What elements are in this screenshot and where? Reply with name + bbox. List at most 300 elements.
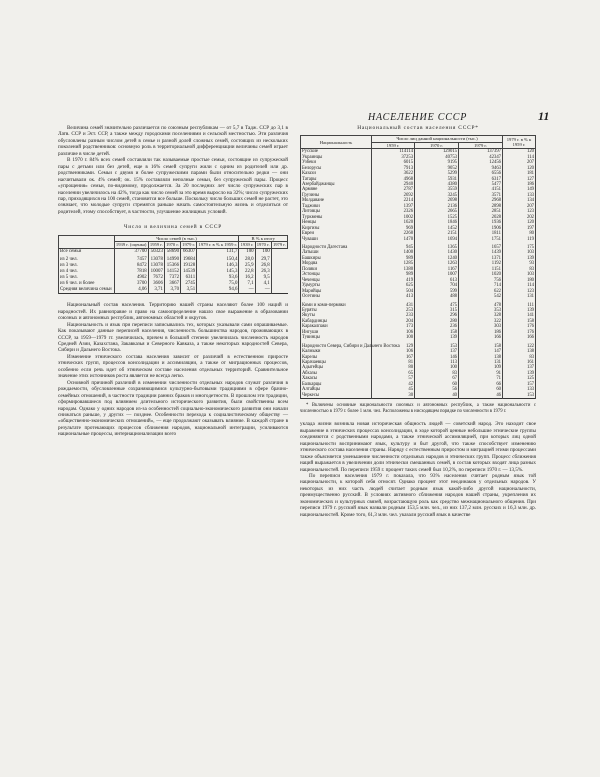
table-cell: 131 <box>459 360 503 365</box>
table-cell: 613 <box>415 278 459 283</box>
nationality-name: Молдаване <box>301 198 372 203</box>
nationality-name: Карелы <box>301 355 372 360</box>
nationality-name: Татары <box>301 177 372 182</box>
table-cell: 71 <box>459 376 503 381</box>
nationality-name: Чуваши <box>301 237 372 242</box>
row-label: из 4 чел. <box>59 269 115 275</box>
row-label: Средняя величина семьи <box>59 287 115 294</box>
nationality-name: Белорусы <box>301 166 372 171</box>
paragraph: Национальный состав населения. Территорию нашей страны населяют более 100 наций и народностей. Их равноправие и право на самоопределение нашло свое выражение в образовании союзных и автономных республик, автономных областей и округов. <box>58 302 288 322</box>
table-cell: 599 <box>415 289 459 294</box>
nationality-table-title: Национальный состав населения СССР* <box>357 125 479 131</box>
page-header <box>0 12 600 123</box>
row-label: Все семьи <box>59 248 115 257</box>
table-cell: 139 <box>503 371 536 376</box>
table-cell: 45 <box>372 387 415 392</box>
table-cell: 1694 <box>415 237 459 242</box>
table-header-cell: 1979 г. в % к 1959 г. <box>198 242 238 248</box>
table-cell: 129015 <box>415 149 459 155</box>
table-cell: 7913 <box>372 166 415 171</box>
table-cell: 12456 <box>459 160 503 165</box>
table-cell: 2787 <box>372 187 415 192</box>
table-cell: 114 <box>503 283 536 288</box>
table-cell: 353 <box>459 308 503 313</box>
nationality-name: Черкесы <box>301 393 372 399</box>
nationality-name: Калмыки <box>301 349 372 354</box>
table-cell: 1263 <box>415 261 459 266</box>
table-cell: 120 <box>503 220 536 225</box>
nationality-name: Таджики <box>301 204 372 209</box>
table-cell: 167 <box>372 355 415 360</box>
table-cell: 3700 <box>114 281 148 287</box>
nationality-name: Латыши <box>301 250 372 255</box>
table-cell: 114114 <box>372 149 415 155</box>
table-row <box>301 300 536 308</box>
table-cell: 488 <box>415 294 459 299</box>
table-cell: 100 <box>372 335 415 340</box>
table-cell: 475 <box>415 300 459 308</box>
running-title: НАСЕЛЕНИЕ СССР <box>368 112 468 123</box>
table-cell: 3606 <box>148 281 164 287</box>
table-cell: 133 <box>503 387 536 392</box>
nationality-name: Поляки <box>301 267 372 272</box>
table-cell: 180 <box>503 278 536 283</box>
nationality-name: Якуты <box>301 313 372 318</box>
table-cell: 315 <box>415 308 459 313</box>
table-cell: 13078 <box>148 257 164 263</box>
nationality-name: Эстонцы <box>301 272 372 277</box>
table-cell: 57 <box>372 376 415 381</box>
table-cell: 40 <box>415 393 459 399</box>
table-cell: 40753 <box>415 155 459 160</box>
table-cell: 4,1 <box>255 281 271 287</box>
table-cell: 4380 <box>415 182 459 187</box>
table-cell: 80 <box>372 365 415 370</box>
table-cell: 7457 <box>114 257 148 263</box>
table-cell: 7,1 <box>239 281 255 287</box>
table-cell: 7672 <box>148 275 164 281</box>
table-cell: 5931 <box>415 177 459 182</box>
table-cell: 139 <box>415 335 459 340</box>
nationality-name: Балкарцы <box>301 382 372 387</box>
table-row <box>301 393 536 399</box>
table-cell: 80 <box>503 231 536 236</box>
nationality-name: Народности Дагестана <box>301 242 372 250</box>
table-cell: 119 <box>503 237 536 242</box>
table-cell: 26,8 <box>255 263 271 269</box>
table-cell: 303 <box>459 324 503 329</box>
table-cell: 123 <box>503 289 536 294</box>
nationality-name: Осетины <box>301 294 372 299</box>
table-cell: 197 <box>503 226 536 231</box>
table-cell: 66307 <box>181 248 197 257</box>
table-cell: 3245 <box>415 193 459 198</box>
table-cell: 6556 <box>459 171 503 176</box>
table-cell: 66 <box>459 382 503 387</box>
table-cell: 3,51 <box>181 287 197 294</box>
table-cell: 106 <box>372 330 415 335</box>
table-cell: 2692 <box>372 193 415 198</box>
table-cell: 1285 <box>372 261 415 266</box>
table-cell: 2665 <box>415 209 459 214</box>
table-cell: 5299 <box>415 171 459 176</box>
table-cell: 756 <box>459 278 503 283</box>
table-header-cell: Число лиц данной национальности (тыс.) <box>372 136 503 142</box>
table-cell: 3571 <box>459 193 503 198</box>
table-cell: 37700 <box>114 248 148 257</box>
nationality-table <box>300 135 536 399</box>
table-cell: 153 <box>415 341 459 349</box>
table-cell: 1380 <box>372 267 415 272</box>
table-cell: 103 <box>503 272 536 277</box>
nationality-name: Украинцы <box>301 155 372 160</box>
table-cell: 1452 <box>415 226 459 231</box>
table-cell: 134 <box>503 198 536 203</box>
table-cell: 28,0 <box>239 257 255 263</box>
nationality-name: Чеченцы <box>301 278 372 283</box>
page-number: 11 <box>538 109 550 123</box>
family-table <box>58 235 288 294</box>
table-cell: 9463 <box>459 166 503 171</box>
nationality-name: Туркмены <box>301 215 372 220</box>
table-cell: 7372 <box>164 275 180 281</box>
table-cell: 19128 <box>181 263 197 269</box>
table-cell: 4151 <box>459 187 503 192</box>
table-cell: 2898 <box>459 204 503 209</box>
table-cell: 83 <box>415 371 459 376</box>
table-cell: 4968 <box>372 177 415 182</box>
table-cell: 145,3 <box>197 269 239 275</box>
table-cell: 100 <box>255 248 271 257</box>
table-cell: 146,3 <box>197 263 239 269</box>
table-cell: 1020 <box>459 272 503 277</box>
table-header-cell: 1970 г. <box>166 242 179 248</box>
table-cell: 37253 <box>372 155 415 160</box>
nationality-name: Каракалпаки <box>301 324 372 329</box>
table-cell: 7818 <box>114 269 148 275</box>
table-cell: 181 <box>503 171 536 176</box>
table-cell: 175 <box>503 242 536 250</box>
table-header-cell: 1979 г. в % к 1959 г. <box>503 136 536 149</box>
nationality-name: Литовцы <box>301 209 372 214</box>
table-cell: 4,06 <box>114 287 148 294</box>
paragraph: Величина семей значительно различается по союзным республикам — от 5,7 в Тадж. ССР до 3,1 в Латв. ССР и Эст. ССР, а также между городскими поселениями и сельской местностью. Эти различия обусловлены разным числом детей в семье и разной долей сложных семей, состоящих из нескольких поколений родственников: основную роль в территориальной дифференциации величины семей играет различие в числе детей. <box>58 125 288 157</box>
nationality-name: Узбеки <box>301 160 372 165</box>
table-cell: 1192 <box>459 261 503 266</box>
nationality-name: Алтайцы <box>301 387 372 392</box>
paragraph: Изменение этнического состава населения зависит от различий в естественном приросте этнических групп, процессов консолидации и ассимиляции, а также от миграционных процессов, особенно если речь идет об этническом составе населения отдельных территорий. Сравнительное значение этих источников роста является не всегда легко. <box>58 353 288 380</box>
table-cell: 2214 <box>372 198 415 203</box>
table-cell: 1397 <box>372 204 415 209</box>
table-cell: 1240 <box>415 256 459 261</box>
table-header-cell: 1970 г. <box>415 142 459 148</box>
table-cell: 111 <box>503 300 536 308</box>
table-cell: 127 <box>503 177 536 182</box>
table-cell: 989 <box>372 256 415 261</box>
table-cell: 1371 <box>459 256 503 261</box>
table-cell: 1002 <box>372 215 415 220</box>
table-cell: 83 <box>503 355 536 360</box>
table-row <box>59 248 288 257</box>
table-header-cell: 1979 г. <box>272 242 286 248</box>
table-cell: 46 <box>459 393 503 399</box>
table-cell: 186 <box>459 330 503 335</box>
table-cell: 6015 <box>372 160 415 165</box>
table-cell: 14990 <box>164 257 180 263</box>
table-footnote: * Включены основные национальности союзных и автономных республик, а также национальности с численностью в 1979 г. более 1 млн. чел. Расположены в нисходящем порядке по численности в 1979 г. <box>300 403 536 414</box>
paragraph: По переписи населения 1979 г. показала, что 93% населения считает родным язык той национальности, к которой себя относят. Однако процент этот неодинаков у отдельных народов. У некоторых из них часть людей считает родным язык какой-либо другой национальности, преимущественно русский. В условиях активного сближения народов нашей страны, укрепления их экономических и культурных связей, возрастающую роль как средство межнационального общения. При переписи 1979 г. русский язык назвали родным 153,5 млн. чел., из них 137,2 млн. русских и 16,3 млн. др. национальностей. Кроме того, 61,3 млн. чел. указали русский язык в качестве <box>300 473 536 518</box>
table-cell: 65 <box>372 371 415 376</box>
table-cell: 622 <box>459 289 503 294</box>
nationality-name: Хакасы <box>301 376 372 381</box>
table-cell: 166 <box>459 335 503 340</box>
table-cell: 1936 <box>459 220 503 225</box>
table-cell: 158 <box>459 341 503 349</box>
table-cell: 6317 <box>459 177 503 182</box>
family-table-title: Число и величина семей в СССР <box>123 224 223 231</box>
row-label: из 2 чел. <box>59 257 115 263</box>
table-cell: 14152 <box>164 269 180 275</box>
table-cell: 328 <box>459 313 503 318</box>
table-header-cell: 1979 г. <box>182 242 196 248</box>
table-cell: 139 <box>503 308 536 313</box>
table-cell: 14539 <box>181 269 197 275</box>
table-cell: 1400 <box>372 250 415 255</box>
table-cell: 1167 <box>415 267 459 272</box>
table-cell: 50323 <box>148 248 164 257</box>
table-cell: 120 <box>503 166 536 171</box>
table-cell: 253 <box>372 308 415 313</box>
nationality-name: Казахи <box>301 171 372 176</box>
table-cell: 236 <box>415 324 459 329</box>
table-cell: 2028 <box>459 215 503 220</box>
table-cell: 2151 <box>415 231 459 236</box>
table-cell: 478 <box>459 300 503 308</box>
table-cell: 138 <box>503 349 536 354</box>
table-cell: 2940 <box>372 182 415 187</box>
table-cell: 94,6 <box>197 287 239 294</box>
table-cell: 13078 <box>148 263 164 269</box>
nationality-name: Азербайджанцы <box>301 182 372 187</box>
nationality-name: Грузины <box>301 193 372 198</box>
nationality-name: Народности Севера, Сибири и Дальнего Востока <box>301 341 372 349</box>
table-cell: 106 <box>372 349 415 354</box>
table-cell: 1430 <box>415 250 459 255</box>
table-cell: 166 <box>503 335 536 340</box>
paragraph: уклада жизни возникла новая историческая общность людей — советский народ. Это находит свое выражение в этнических процессах консолидации, в ходе которой ценные небольшие этнические группы соединяются с родственными народами, а также этнической ассимиляцией, при которых лиц одной национальности воспринимают язык, культуру и быт другой, что также способствует изменению этнического состава населения страны. Наряду с естественным приростом и миграцией этими процессами также объясняется уменьшение численности отдельных народов и этнических групп. Процесс сближения наций выражается в увеличении доли этнически смешанных семей, в состав которых входят лица разных национальностей. По переписи 1959 г. процент таких семей был 10,2%, по переписи 1970 г. — 13,5%. <box>300 421 536 473</box>
nationality-name: Карачаевцы <box>301 360 372 365</box>
table-row <box>59 287 288 294</box>
table-cell: 161 <box>503 360 536 365</box>
table-cell: 58690 <box>164 248 180 257</box>
table-cell: 129 <box>372 341 415 349</box>
nationality-name: Евреи <box>301 231 372 236</box>
table-cell: 125 <box>503 376 536 381</box>
table-cell: 233 <box>372 313 415 318</box>
nationality-name: Киргизы <box>301 226 372 231</box>
table-cell: 25,9 <box>239 263 255 269</box>
nationality-name: Абхазы <box>301 371 372 376</box>
table-cell: 2326 <box>372 209 415 214</box>
table-cell: 93 <box>503 261 536 266</box>
table-cell: 122 <box>503 341 536 349</box>
nationality-name: Адыгейцы <box>301 365 372 370</box>
table-cell: 120 <box>503 149 536 155</box>
table-cell: — <box>255 287 271 294</box>
nationality-name: Буряты <box>301 308 372 313</box>
table-cell: 625 <box>372 283 415 288</box>
table-cell: 123 <box>503 209 536 214</box>
table-cell: 504 <box>372 289 415 294</box>
table-cell: 1811 <box>459 231 503 236</box>
table-cell: 67 <box>415 376 459 381</box>
table-cell: 2745 <box>181 281 197 287</box>
nationality-name: Немцы <box>301 220 372 225</box>
table-cell: 5477 <box>459 182 503 187</box>
table-cell: 1525 <box>415 215 459 220</box>
nationality-name: Русские <box>301 149 372 155</box>
table-cell: 9195 <box>415 160 459 165</box>
nationality-name: Башкиры <box>301 256 372 261</box>
table-cell: 56 <box>415 387 459 392</box>
table-cell: 173 <box>372 324 415 329</box>
table-cell: 42347 <box>459 155 503 160</box>
table-cell: 131 <box>503 294 536 299</box>
table-header-cell: 1959 г. <box>149 242 163 248</box>
paragraph: В 1970 г. 84% всех семей составляли так называемые простые семьи, состоящие из супружеской пары с детьми или без детей, еще в 16% семей супруги жили с одним из родителей или др. родственниками. Семьи с двумя и более супружескими парами были относительно редки — они насчитывали ок. 4% семей; ок. 15% составляли неполные семьи, без супружеской пары. Процесс «упрощения» семьи, по-видимому, продолжается. За 20 последних лет число супружеских пар в населении увеличилось на 42%, тогда как число семей за это время выросло на 32%; число супружеских пар, приходящихся на 100 семей, становится все больше. Поскольку число больших семей не растет, это означает, что молодые супруги стремятся раньше начать самостоятельную жизнь и отделиться от родителей, этому способствует, в частности, улучшение жилищных условий. <box>58 157 288 215</box>
table-header-cell: Число семей (в тыс.) <box>114 235 239 241</box>
table-cell: 1439 <box>459 250 503 255</box>
nationality-name: Марийцы <box>301 289 372 294</box>
table-cell: 19684 <box>181 257 197 263</box>
table-header-cell: В % к итогу <box>239 235 288 241</box>
paragraph: Национальность и язык при переписи записывались тех, которых указывали сами опрашиваемые. Как показывают данные переписей населения, численность большинства народов, проживающих в СССР, за 1959—1979 гг. увеличилась, причем в большой степени увеличилась численность народов Средней Азии, Казахстана, Закавказья и Северного Кавказа, а также некоторых народностей Севера, Сибири и Дальнего Востока. <box>58 321 288 354</box>
table-cell: 207 <box>503 160 536 165</box>
table-cell: 91 <box>459 371 503 376</box>
table-cell: 542 <box>459 294 503 299</box>
nationality-name: Ингуши <box>301 330 372 335</box>
table-cell: 1657 <box>459 242 503 250</box>
table-cell: 3,71 <box>148 287 164 294</box>
table-cell: 714 <box>459 283 503 288</box>
table-cell: 1470 <box>372 237 415 242</box>
table-cell: 3667 <box>164 281 180 287</box>
table-cell: 4902 <box>114 275 148 281</box>
table-cell: 2698 <box>415 198 459 203</box>
table-cell: 296 <box>415 313 459 318</box>
table-cell: 1620 <box>372 220 415 225</box>
table-cell: 22,8 <box>239 269 255 275</box>
row-label: из 6 чел. и более <box>59 281 115 287</box>
table-cell: 26,3 <box>255 269 271 275</box>
table-cell: 1365 <box>415 242 459 250</box>
table-cell: 141 <box>503 313 536 318</box>
table-cell: 1906 <box>459 226 503 231</box>
table-cell: 137 <box>503 365 536 370</box>
table-cell: 945 <box>372 242 415 250</box>
table-cell: 103 <box>503 250 536 255</box>
table-cell: 139 <box>503 256 536 261</box>
table-cell: 158 <box>503 319 536 324</box>
table-cell: 109 <box>459 365 503 370</box>
table-cell: 2268 <box>372 231 415 236</box>
table-cell: 413 <box>372 294 415 299</box>
table-cell: 186 <box>503 182 536 187</box>
table-cell: 29,7 <box>255 257 271 263</box>
nationality-name: Коми и коми-пермяки <box>301 300 372 308</box>
table-cell: 81 <box>372 360 415 365</box>
table-row <box>301 341 536 349</box>
table-header-cell: Национальность <box>301 136 372 149</box>
table-cell: 42 <box>372 382 415 387</box>
table-cell: 989 <box>372 272 415 277</box>
nationality-name: Кабардинцы <box>301 319 372 324</box>
table-cell: 1751 <box>459 237 503 242</box>
table-cell: 30 <box>372 393 415 399</box>
left-column <box>58 125 288 438</box>
table-cell: 137 <box>415 349 459 354</box>
table-header-cell <box>59 235 115 248</box>
nationality-name: Армяне <box>301 187 372 192</box>
nationality-name: Тувинцы <box>301 335 372 340</box>
table-header-cell: 1970 г. <box>256 242 270 248</box>
table-header-cell: 1959 г. <box>372 142 415 148</box>
nationality-name: Мордва <box>301 261 372 266</box>
table-cell: 3622 <box>372 171 415 176</box>
table-cell: 176 <box>503 324 536 329</box>
table-row <box>301 242 536 250</box>
table-cell: 75,0 <box>197 281 239 287</box>
table-cell: 158 <box>415 330 459 335</box>
table-cell: 419 <box>372 278 415 283</box>
table-cell: 157 <box>503 382 536 387</box>
table-cell: 60 <box>459 387 503 392</box>
table-cell: 1007 <box>415 272 459 277</box>
table-cell: 60 <box>415 382 459 387</box>
table-cell: 83 <box>503 267 536 272</box>
table-cell: 114 <box>503 155 536 160</box>
table-cell: 133 <box>503 193 536 198</box>
table-cell: 138 <box>459 355 503 360</box>
table-cell: 704 <box>415 283 459 288</box>
table-cell: 431 <box>372 300 415 308</box>
table-cell: 2136 <box>415 204 459 209</box>
table-cell: 204 <box>372 319 415 324</box>
table-cell: 146 <box>415 355 459 360</box>
table-cell: 176 <box>503 330 536 335</box>
table-cell: 150,4 <box>197 257 239 263</box>
table-cell: — <box>239 287 255 294</box>
table-header-cell: 1939 г. (оценка) <box>115 242 147 248</box>
table-cell: 207 <box>503 204 536 209</box>
table-cell: 969 <box>372 226 415 231</box>
table-cell: 100 <box>415 365 459 370</box>
right-column <box>300 125 536 518</box>
table-cell: 1846 <box>415 220 459 225</box>
paragraph: Основной причиной различий в изменении численности отдельных народов служат различия в рождаемости, обусловленные сохраняющимися культурно-бытовыми традициями в сфере брачно-семейных отношений, в частности традиции ранних браков и многодетности. В прошлом эти традиции, сформировавшиеся под влиянием длительного исторического развития, были свойственны всем народам. Однако у одних народов из-за особенностей социально-экономического развития они начали снижаться раньше, у других — позднее. Особенности перехода к социалистическому обществу — «общественно-экономических отношений», — еще продолжают оказывать влияние. В каждой стране в результате протекающих процессов сближения народов, национальной интеграции, усиливаются национальные процессы, интернационализации всего <box>58 379 288 438</box>
table-cell: 137397 <box>459 149 503 155</box>
table-cell: 153 <box>503 393 536 399</box>
table-cell: 9,5 <box>255 275 271 281</box>
table-cell: 2968 <box>459 198 503 203</box>
table-cell: 1151 <box>459 267 503 272</box>
table-cell: 93,6 <box>197 275 239 281</box>
table-cell: 322 <box>459 319 503 324</box>
table-header-cell: 1939 г. <box>240 242 254 248</box>
table-cell: 3,70 <box>164 287 180 294</box>
table-cell: 147 <box>459 349 503 354</box>
table-cell: 100 <box>239 248 255 257</box>
